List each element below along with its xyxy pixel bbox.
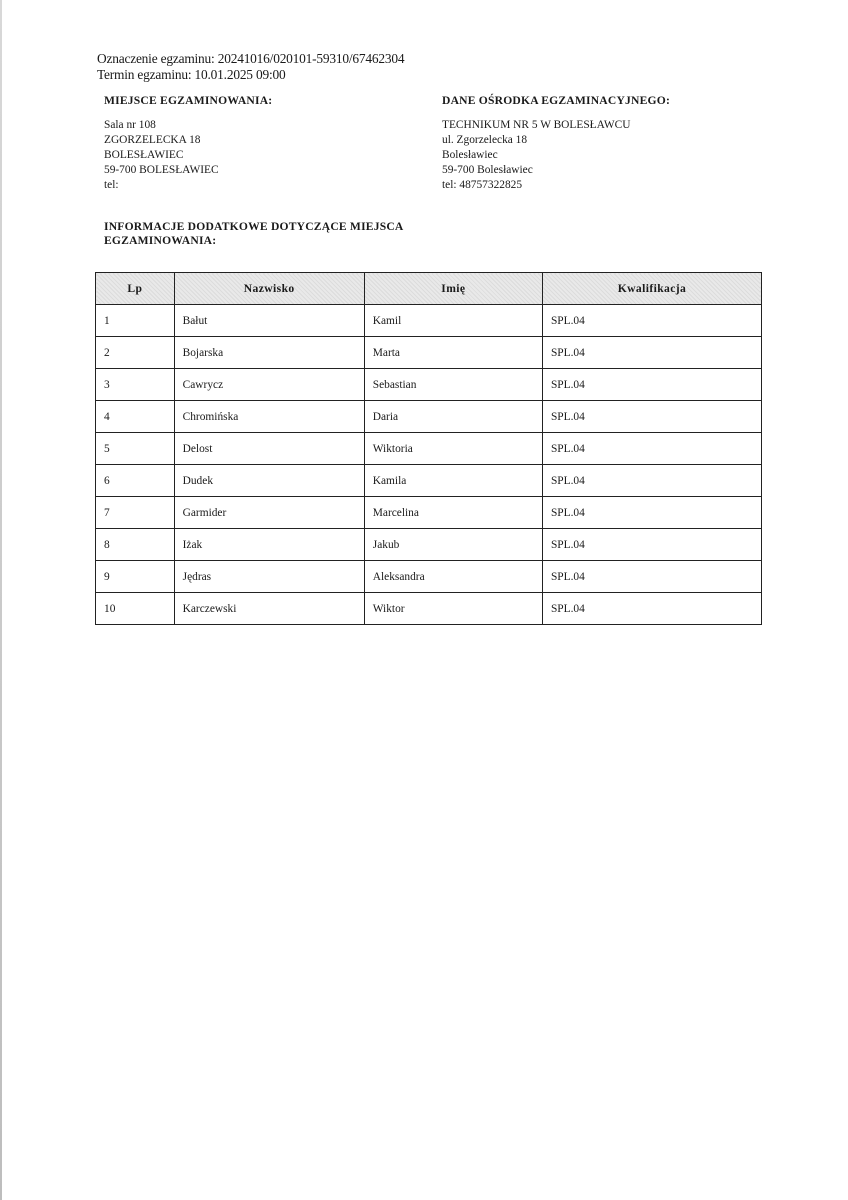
cell-lp: 6 [96,465,175,497]
candidates-table [95,272,762,625]
cell-nazwisko: Garmider [174,497,364,529]
exam-code: Oznaczenie egzaminu: 20241016/020101-59310/67462304 [97,51,405,66]
table-row [96,465,762,497]
exam-date: Termin egzaminu: 10.01.2025 09:00 [97,67,286,82]
cell-kwalifikacja: SPL.04 [542,529,761,561]
cell-imie: Kamila [364,465,542,497]
cell-lp: 4 [96,401,175,433]
exam-location-street: ZGORZELECKA 18 [104,134,201,146]
additional-info-line-1: INFORMACJE DODATKOWE DOTYCZĄCE MIEJSCA [104,220,404,233]
cell-lp: 1 [96,305,175,337]
cell-kwalifikacja: SPL.04 [542,465,761,497]
header-kwalifikacja: Kwalifikacja [542,273,761,305]
exam-center-block [442,93,670,193]
cell-imie: Marta [364,337,542,369]
exam-location-city: BOLESŁAWIEC [104,149,184,161]
cell-kwalifikacja: SPL.04 [542,593,761,625]
cell-kwalifikacja: SPL.04 [542,561,761,593]
table-row [96,337,762,369]
table-row [96,529,762,561]
cell-imie: Jakub [364,529,542,561]
cell-imie: Kamil [364,305,542,337]
cell-kwalifikacja: SPL.04 [542,497,761,529]
table-row [96,561,762,593]
exam-center-name: TECHNIKUM NR 5 W BOLESŁAWCU [442,119,631,131]
header-lp: Lp [96,273,175,305]
table-row [96,497,762,529]
scan-edge [0,0,2,1200]
exam-center-phone: tel: 48757322825 [442,179,523,191]
cell-nazwisko: Jędras [174,561,364,593]
cell-lp: 10 [96,593,175,625]
exam-location-block [104,93,272,193]
cell-nazwisko: Karczewski [174,593,364,625]
cell-kwalifikacja: SPL.04 [542,401,761,433]
additional-info-line-2: EGZAMINOWANIA: [104,234,217,247]
cell-imie: Marcelina [364,497,542,529]
cell-lp: 5 [96,433,175,465]
cell-imie: Wiktor [364,593,542,625]
table-row [96,433,762,465]
cell-imie: Aleksandra [364,561,542,593]
header-imie: Imię [364,273,542,305]
cell-lp: 3 [96,369,175,401]
additional-info-heading [104,220,424,248]
cell-imie: Sebastian [364,369,542,401]
cell-nazwisko: Iżak [174,529,364,561]
exam-location-room: Sala nr 108 [104,119,156,131]
cell-lp: 2 [96,337,175,369]
table-row [96,369,762,401]
exam-center-postal: 59-700 Bolesławiec [442,164,533,176]
table-row [96,305,762,337]
cell-imie: Wiktoria [364,433,542,465]
cell-nazwisko: Delost [174,433,364,465]
cell-imie: Daria [364,401,542,433]
exam-location-title: MIEJSCE EGZAMINOWANIA: [104,94,273,107]
cell-nazwisko: Bałut [174,305,364,337]
cell-nazwisko: Cawrycz [174,369,364,401]
cell-lp: 9 [96,561,175,593]
table-row [96,593,762,625]
cell-lp: 7 [96,497,175,529]
cell-nazwisko: Dudek [174,465,364,497]
cell-lp: 8 [96,529,175,561]
exam-center-title: DANE OŚRODKA EGZAMINACYJNEGO: [442,94,671,107]
exam-center-city: Bolesławiec [442,149,498,161]
exam-location-postal: 59-700 BOLESŁAWIEC [104,164,219,176]
table-row [96,401,762,433]
header-nazwisko: Nazwisko [174,273,364,305]
cell-nazwisko: Chromińska [174,401,364,433]
document-header [97,51,404,83]
exam-center-street: ul. Zgorzelecka 18 [442,134,528,146]
cell-kwalifikacja: SPL.04 [542,369,761,401]
cell-nazwisko: Bojarska [174,337,364,369]
exam-location-phone: tel: [104,179,119,191]
cell-kwalifikacja: SPL.04 [542,337,761,369]
table-header-row [96,273,762,305]
cell-kwalifikacja: SPL.04 [542,305,761,337]
cell-kwalifikacja: SPL.04 [542,433,761,465]
